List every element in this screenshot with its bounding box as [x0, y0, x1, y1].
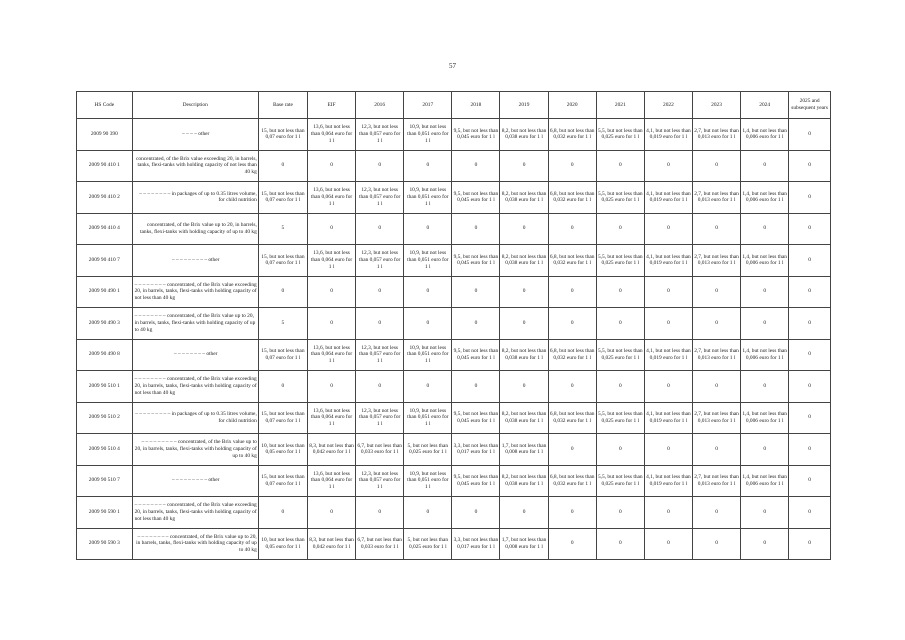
rate-cell: 0	[500, 308, 548, 340]
description-cell: – – – – – – – – concentrated, of the Brix value exceeding 20, in barrels, tanks, flexi-tanks with holding capacity of not less than 40 kg	[132, 371, 258, 403]
column-header: 2019	[500, 92, 548, 119]
table-row	[77, 150, 831, 182]
rate-cell: 12,3, but not less than 0,057 euro for 1 l	[356, 182, 404, 214]
rate-cell: 0	[741, 213, 789, 245]
rate-cell: 0	[356, 213, 404, 245]
rate-cell: 1,4, but not less than 0,006 euro for 1 l	[741, 119, 789, 151]
rate-cell: 0	[548, 213, 596, 245]
rate-cell: 4,1, but not less than 0,019 euro for 1 l	[644, 402, 692, 434]
rate-cell: 10,9, but not less than 0,051 euro for 1 l	[404, 465, 452, 497]
rate-cell: 0	[692, 371, 740, 403]
rate-cell: 10,9, but not less than 0,051 euro for 1 l	[404, 339, 452, 371]
column-header: EIF	[307, 92, 355, 119]
rate-cell: 15, but not less than 0,07 euro for 1 l	[258, 402, 307, 434]
rate-cell: 1,4, but not less than 0,006 euro for 1 l	[741, 182, 789, 214]
column-header: 2023	[692, 92, 740, 119]
rate-cell: 0	[644, 276, 692, 308]
description-cell: – – – – – – – – – concentrated, of the Brix value up to 20, in barrels, tanks, flexi-tanks with holding capacity of up to 40 kg	[132, 434, 258, 466]
hs-code-cell: 2009 90 490 3	[77, 308, 133, 340]
rate-cell: 10,9, but not less than 0,051 euro for 1 l	[404, 245, 452, 277]
rate-cell: 12,3, but not less than 0,057 euro for 1 l	[356, 245, 404, 277]
rate-cell: 0	[356, 371, 404, 403]
rate-cell: 4,1, but not less than 0,019 euro for 1 l	[644, 182, 692, 214]
rate-cell: 9,5, but not less than 0,045 euro for 1 l	[452, 245, 500, 277]
hs-code-cell: 2009 90 590 3	[77, 528, 133, 560]
rate-cell: 6,8, but not less than 0,032 euro for 1 l	[548, 402, 596, 434]
rate-cell: 15, but not less than 0,07 euro for 1 l	[258, 465, 307, 497]
rate-cell: 10,9, but not less than 0,051 euro for 1 l	[404, 119, 452, 151]
table-row	[77, 402, 831, 434]
rate-cell: 2,7, but not less than 0,013 euro for 1 l	[692, 182, 740, 214]
rate-cell: 10, but not less than 0,05 euro for 1 l	[258, 528, 307, 560]
column-header: Description	[132, 92, 258, 119]
rate-cell: 6,8, but not less than 0,032 euro for 1 l	[548, 182, 596, 214]
rate-cell: 15, but not less than 0,07 euro for 1 l	[258, 182, 307, 214]
hs-code-cell: 2009 90 410 2	[77, 182, 133, 214]
rate-cell: 0	[404, 371, 452, 403]
table-row	[77, 434, 831, 466]
description-cell: – – – – – – – – concentrated, of the Brix value up to 20, in barrels, tanks, flexi-tanks with holding capacity of up to 40 kg	[132, 308, 258, 340]
rate-cell: 0	[548, 371, 596, 403]
rate-cell: 0	[307, 276, 355, 308]
rate-cell: 1,7, but not less than 0,008 euro for 1 l	[500, 528, 548, 560]
rate-cell: 5	[258, 308, 307, 340]
rate-cell: 0	[548, 528, 596, 560]
hs-code-cell: 2009 90 390	[77, 119, 133, 151]
rate-cell: 0	[692, 528, 740, 560]
hs-code-cell: 2009 90 510 7	[77, 465, 133, 497]
description-cell: – – – – other	[132, 119, 258, 151]
rate-cell: 0	[548, 434, 596, 466]
hs-code-cell: 2009 90 490 1	[77, 276, 133, 308]
rate-cell: 0	[789, 150, 831, 182]
rate-cell: 5, but not less than 0,025 euro for 1 l	[404, 528, 452, 560]
rate-cell: 0	[692, 150, 740, 182]
rate-cell: 0	[741, 276, 789, 308]
rate-cell: 0	[356, 497, 404, 529]
table-row	[77, 213, 831, 245]
rate-cell: 0	[596, 497, 644, 529]
rate-cell: 0	[741, 371, 789, 403]
rate-cell: 0	[596, 371, 644, 403]
description-cell: – – – – – – – – – other	[132, 465, 258, 497]
table-row	[77, 497, 831, 529]
rate-cell: 0	[741, 528, 789, 560]
rate-cell: 0	[548, 308, 596, 340]
rate-cell: 0	[452, 276, 500, 308]
rate-cell: 0	[404, 213, 452, 245]
rate-cell: 0	[307, 150, 355, 182]
rate-cell: 5,5, but not less than 0,025 euro for 1 l	[596, 465, 644, 497]
table-row	[77, 465, 831, 497]
rate-cell: 0	[452, 308, 500, 340]
rate-cell: 0	[548, 497, 596, 529]
description-cell: – – – – – – – – concentrated, of the Brix value exceeding 20, in barrels, tanks, flexi-tanks with holding capacity of not less than 40 kg	[132, 276, 258, 308]
description-cell: – – – – – – – – other	[132, 339, 258, 371]
rate-cell: 4,1, but not less than 0,019 euro for 1 l	[644, 339, 692, 371]
description-cell: – – – – – – – – in packages of up to 0.35 litres volume, for child nutrition	[132, 182, 258, 214]
rate-cell: 4,1, but not less than 0,019 euro for 1 l	[644, 119, 692, 151]
table-body	[77, 119, 831, 560]
rate-cell: 0	[404, 497, 452, 529]
rate-cell: 0	[692, 276, 740, 308]
rate-cell: 0	[596, 308, 644, 340]
rate-cell: 9,5, but not less than 0,045 euro for 1 l	[452, 339, 500, 371]
column-header: 2020	[548, 92, 596, 119]
rate-cell: 1,4, but not less than 0,006 euro for 1 l	[741, 465, 789, 497]
rate-cell: 9,5, but not less than 0,045 euro for 1 l	[452, 465, 500, 497]
rate-cell: 3,3, but not less than 0,017 euro for 1 l	[452, 434, 500, 466]
rate-cell: 15, but not less than 0,07 euro for 1 l	[258, 339, 307, 371]
rate-cell: 8,2, but not less than 0,038 euro for 1 l	[500, 465, 548, 497]
table-row	[77, 182, 831, 214]
rate-cell: 9,5, but not less than 0,045 euro for 1 l	[452, 119, 500, 151]
rate-cell: 5,5, but not less than 0,025 euro for 1 l	[596, 339, 644, 371]
rate-cell: 0	[404, 308, 452, 340]
rate-cell: 1,7, but not less than 0,008 euro for 1 l	[500, 434, 548, 466]
rate-cell: 0	[356, 276, 404, 308]
rate-cell: 6,8, but not less than 0,032 euro for 1 l	[548, 339, 596, 371]
rate-cell: 5,5, but not less than 0,025 euro for 1 l	[596, 119, 644, 151]
rate-cell: 0	[644, 308, 692, 340]
column-header: 2018	[452, 92, 500, 119]
rate-cell: 8,2, but not less than 0,038 euro for 1 l	[500, 182, 548, 214]
rate-cell: 2,7, but not less than 0,013 euro for 1 l	[692, 339, 740, 371]
rate-cell: 0	[789, 402, 831, 434]
table-row	[77, 371, 831, 403]
rate-cell: 0	[500, 497, 548, 529]
column-header: HS Code	[77, 92, 133, 119]
rate-cell: 4,1, but not less than 0,019 euro for 1 l	[644, 245, 692, 277]
rate-cell: 0	[789, 434, 831, 466]
rate-cell: 0	[692, 308, 740, 340]
rate-cell: 0	[307, 497, 355, 529]
rate-cell: 0	[452, 213, 500, 245]
rate-cell: 0	[644, 371, 692, 403]
table-row	[77, 528, 831, 560]
rate-cell: 1,4, but not less than 0,006 euro for 1 l	[741, 245, 789, 277]
rate-cell: 0	[307, 213, 355, 245]
rate-cell: 9,5, but not less than 0,045 euro for 1 l	[452, 182, 500, 214]
rate-cell: 0	[404, 276, 452, 308]
table-row	[77, 308, 831, 340]
description-cell: concentrated, of the Brix value exceeding 20, in barrels, tanks, flexi-tanks with holding capacity of not less than 40 kg	[132, 150, 258, 182]
table-row	[77, 119, 831, 151]
rate-cell: 0	[789, 497, 831, 529]
rate-cell: 9,5, but not less than 0,045 euro for 1 l	[452, 402, 500, 434]
rate-cell: 0	[596, 276, 644, 308]
column-header: 2016	[356, 92, 404, 119]
rate-cell: 0	[692, 213, 740, 245]
hs-code-cell: 2009 90 510 1	[77, 371, 133, 403]
rate-cell: 13,6, but not less than 0,064 euro for 1 l	[307, 402, 355, 434]
rate-cell: 0	[789, 182, 831, 214]
rate-cell: 0	[644, 434, 692, 466]
column-header: Base rate	[258, 92, 307, 119]
rate-cell: 0	[789, 213, 831, 245]
rate-cell: 0	[500, 371, 548, 403]
rate-cell: 0	[548, 276, 596, 308]
rate-cell: 0	[789, 371, 831, 403]
column-header: 2017	[404, 92, 452, 119]
rate-cell: 13,6, but not less than 0,064 euro for 1 l	[307, 245, 355, 277]
rate-cell: 1,4, but not less than 0,006 euro for 1 l	[741, 339, 789, 371]
hs-code-cell: 2009 90 510 2	[77, 402, 133, 434]
rate-cell: 0	[452, 497, 500, 529]
rate-cell: 5,5, but not less than 0,025 euro for 1 l	[596, 182, 644, 214]
rate-cell: 5	[258, 213, 307, 245]
rate-cell: 0	[644, 150, 692, 182]
rate-cell: 6,8, but not less than 0,032 euro for 1 l	[548, 245, 596, 277]
rate-cell: 0	[741, 434, 789, 466]
rate-cell: 10, but not less than 0,05 euro for 1 l	[258, 434, 307, 466]
rate-cell: 0	[307, 371, 355, 403]
rate-cell: 2,7, but not less than 0,013 euro for 1 l	[692, 245, 740, 277]
rate-cell: 2,7, but not less than 0,013 euro for 1 l	[692, 465, 740, 497]
rate-cell: 0	[789, 465, 831, 497]
hs-code-cell: 2009 90 410 7	[77, 245, 133, 277]
rate-cell: 5,5, but not less than 0,025 euro for 1 l	[596, 245, 644, 277]
page-number: 57	[449, 62, 456, 70]
rate-cell: 5, but not less than 0,025 euro for 1 l	[404, 434, 452, 466]
rate-cell: 0	[789, 308, 831, 340]
rate-cell: 0	[596, 434, 644, 466]
rate-cell: 0	[741, 150, 789, 182]
rate-cell: 0	[404, 150, 452, 182]
rate-cell: 0	[596, 528, 644, 560]
hs-code-cell: 2009 90 590 1	[77, 497, 133, 529]
rate-cell: 0	[258, 497, 307, 529]
column-header: 2025 and subsequent years	[789, 92, 831, 119]
rate-cell: 0	[644, 528, 692, 560]
rate-cell: 10,9, but not less than 0,051 euro for 1 l	[404, 182, 452, 214]
hs-code-cell: 2009 90 510 4	[77, 434, 133, 466]
rate-cell: 0	[741, 497, 789, 529]
rate-cell: 12,3, but not less than 0,057 euro for 1 l	[356, 465, 404, 497]
rate-cell: 8,2, but not less than 0,038 euro for 1 l	[500, 339, 548, 371]
column-header: 2022	[644, 92, 692, 119]
rate-cell: 0	[500, 150, 548, 182]
rate-cell: 8,2, but not less than 0,038 euro for 1 l	[500, 245, 548, 277]
rate-cell: 12,3, but not less than 0,057 euro for 1 l	[356, 402, 404, 434]
column-header: 2024	[741, 92, 789, 119]
rate-cell: 0	[548, 150, 596, 182]
rate-cell: 6,8, but not less than 0,032 euro for 1 l	[548, 119, 596, 151]
rate-cell: 12,3, but not less than 0,057 euro for 1 l	[356, 339, 404, 371]
rate-cell: 0	[644, 497, 692, 529]
table-header-row	[77, 92, 831, 119]
rate-cell: 15, but not less than 0,07 euro for 1 l	[258, 119, 307, 151]
rate-cell: 0	[692, 497, 740, 529]
rate-cell: 0	[692, 434, 740, 466]
rate-cell: 0	[789, 528, 831, 560]
rate-cell: 8,3, but not less than 0,042 euro for 1 l	[307, 528, 355, 560]
rate-cell: 8,2, but not less than 0,038 euro for 1 l	[500, 119, 548, 151]
rate-cell: 13,6, but not less than 0,064 euro for 1 l	[307, 339, 355, 371]
rate-cell: 0	[258, 150, 307, 182]
rate-cell: 0	[596, 150, 644, 182]
hs-code-cell: 2009 90 410 1	[77, 150, 133, 182]
rate-cell: 1,4, but not less than 0,006 euro for 1 l	[741, 402, 789, 434]
table-row	[77, 245, 831, 277]
rate-cell: 0	[452, 150, 500, 182]
rate-cell: 8,3, but not less than 0,042 euro for 1 l	[307, 434, 355, 466]
description-cell: – – – – – – – – concentrated, of the Brix value up to 20, in barrels, tanks, flexi-tanks with holding capacity of up to 40 kg	[132, 528, 258, 560]
tariff-schedule-table	[76, 91, 831, 560]
rate-cell: 0	[452, 371, 500, 403]
rate-cell: 13,6, but not less than 0,064 euro for 1 l	[307, 119, 355, 151]
rate-cell: 12,3, but not less than 0,057 euro for 1 l	[356, 119, 404, 151]
rate-cell: 2,7, but not less than 0,013 euro for 1 l	[692, 402, 740, 434]
hs-code-cell: 2009 90 490 8	[77, 339, 133, 371]
rate-cell: 5,5, but not less than 0,025 euro for 1 l	[596, 402, 644, 434]
rate-cell: 10,9, but not less than 0,051 euro for 1 l	[404, 402, 452, 434]
rate-cell: 0	[596, 213, 644, 245]
rate-cell: 0	[500, 213, 548, 245]
rate-cell: 3,3, but not less than 0,017 euro for 1 l	[452, 528, 500, 560]
column-header: 2021	[596, 92, 644, 119]
rate-cell: 13,6, but not less than 0,064 euro for 1 l	[307, 182, 355, 214]
table-row	[77, 276, 831, 308]
rate-cell: 0	[356, 308, 404, 340]
rate-cell: 15, but not less than 0,07 euro for 1 l	[258, 245, 307, 277]
rate-cell: 0	[644, 213, 692, 245]
rate-cell: 0	[741, 308, 789, 340]
rate-cell: 0	[258, 371, 307, 403]
rate-cell: 0	[258, 276, 307, 308]
rate-cell: 13,6, but not less than 0,064 euro for 1 l	[307, 465, 355, 497]
description-cell: concentrated, of the Brix value up to 20, in barrels, tanks, flexi-tanks with holding capacity of up to 40 kg	[132, 213, 258, 245]
table-row	[77, 339, 831, 371]
rate-cell: 0	[789, 276, 831, 308]
rate-cell: 6,8, but not less than 0,032 euro for 1 l	[548, 465, 596, 497]
rate-cell: 0	[356, 150, 404, 182]
rate-cell: 4,1, but not less than 0,019 euro for 1 l	[644, 465, 692, 497]
rate-cell: 6,7, but not less than 0,033 euro for 1 l	[356, 528, 404, 560]
rate-cell: 0	[789, 119, 831, 151]
description-cell: – – – – – – – – concentrated, of the Brix value exceeding 20, in barrels, tanks, flexi-tanks with holding capacity of not less than 40 kg	[132, 497, 258, 529]
rate-cell: 0	[789, 245, 831, 277]
rate-cell: 0	[789, 339, 831, 371]
rate-cell: 6,7, but not less than 0,033 euro for 1 l	[356, 434, 404, 466]
rate-cell: 0	[307, 308, 355, 340]
rate-cell: 0	[500, 276, 548, 308]
description-cell: – – – – – – – – – other	[132, 245, 258, 277]
rate-cell: 8,2, but not less than 0,038 euro for 1 l	[500, 402, 548, 434]
description-cell: – – – – – – – – – in packages of up to 0.35 litres volume, for child nutrition	[132, 402, 258, 434]
hs-code-cell: 2009 90 410 4	[77, 213, 133, 245]
rate-cell: 2,7, but not less than 0,013 euro for 1 l	[692, 119, 740, 151]
